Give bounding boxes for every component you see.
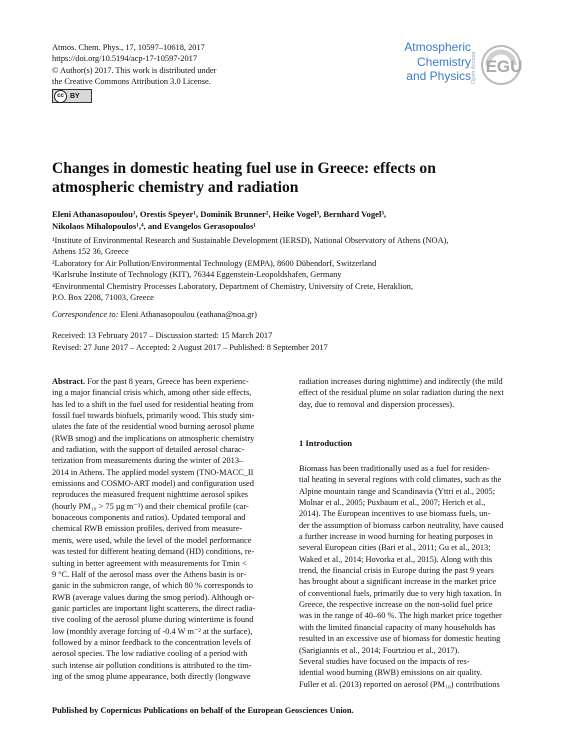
cc-icon: cc — [54, 90, 67, 103]
affiliation-1-cont: Athens 152 36, Greece — [52, 247, 129, 257]
doi-link[interactable]: https://doi.org/10.5194/acp-17-10597-2017 — [52, 54, 198, 64]
text-line: day, due to removal and dispersion processes). — [299, 399, 455, 409]
text-line: Greece, the respective increase on the non-solid fuel price — [299, 600, 493, 610]
text-line: der the assumption of biomass carbon neutrality, have caused — [299, 520, 504, 530]
egu-logo-text: EGU — [485, 57, 523, 76]
text-line: Waked et al., 2014; Hovorka et al., 2015). Along with this — [299, 554, 493, 564]
citation-block — [52, 42, 312, 87]
text-line: such intense air pollution conditions is attributed to the tim- — [52, 660, 252, 670]
text-line: effect of the residual plume on solar radiation during the next — [299, 388, 504, 398]
publication-dates — [52, 330, 328, 354]
journal-name — [385, 40, 471, 84]
text-line: RWB (average values during the smog period). Although or- — [52, 592, 255, 602]
text-line: aerosol species. The low radiative cooling of a period with — [52, 649, 248, 659]
cc-by-label: BY — [70, 92, 80, 100]
dates-published: Revised: 27 June 2017 – Accepted: 2 August 2017 – Published: 8 September 2017 — [52, 343, 328, 352]
text-line: a further increase in wood burning for heating purposes in — [299, 532, 493, 542]
publisher-footer: Published by Copernicus Publications on behalf of the European Geosciences Union. — [52, 706, 354, 715]
text-line: was in the range of 40–60 %. The high market price together — [299, 611, 502, 621]
text-line: (hourly PM₁₀ > 75 µg m⁻³) and their chemical profile (car- — [52, 501, 249, 511]
text-line: ulates the fate of the residential wood burning aerosol plume — [52, 422, 255, 432]
journal-line-3: and Physics — [406, 69, 471, 83]
text-line: of conventional fuels, primarily due to very high taxation. In — [299, 588, 502, 598]
text-line: tive cooling of the aerosol plume during wintertime is found — [52, 615, 254, 625]
authors-line-1: Eleni Athanasopoulou¹, Orestis Speyer¹, Dominik Brunner², Heike Vogel³, Bernhard Vogel³, — [52, 209, 387, 219]
text-line: emissions and COSMO-ART model) and configuration used — [52, 479, 254, 489]
text-line: resulted in an excessive use of biomass for domestic heating — [299, 634, 501, 644]
affiliation-2: ²Laboratory for Air Pollution/Environmental Technology (EMPA), 8600 Dübendorf, Switzerland — [52, 258, 377, 268]
paper-title — [52, 159, 522, 197]
affiliations — [52, 235, 522, 303]
text-line: idential wood burning (RWB) emissions on air quality. — [299, 668, 482, 678]
text-line: (Sarigiannis et al., 2014; Fourtziou et al., 2017). — [299, 645, 460, 655]
copyright: © Author(s) 2017. This work is distributed under — [52, 65, 217, 75]
text-line: tial heating in several regions with cold climates, such as the — [299, 475, 502, 485]
section-title: 1 Introduction — [299, 438, 353, 448]
text-line: has brought about a significant increase in the market price — [299, 577, 497, 587]
text-line: Several studies have focused on the impacts of res- — [299, 656, 470, 666]
text-line: radiation increases during nighttime) and indirectly (the mild — [299, 377, 503, 386]
license: the Creative Commons Attribution 3.0 License. — [52, 76, 211, 86]
text-line: Abstract. For the past 8 years, Greece has been experienc- — [52, 377, 249, 386]
text-line: Biomass has been traditionally used as a fuel for residen- — [299, 464, 490, 473]
text-line: ing of the smog plume appearance, both directly (longwave — [52, 671, 251, 681]
text-line: ments, were used, while the level of the model performance — [52, 535, 252, 545]
text-line: fossil fuel towards biofuels, primarily wood. This study sim- — [52, 411, 255, 421]
affiliation-1: ¹Institute of Environmental Research and Sustainable Development (IERSD), National Observatory of Athens (NOA), — [52, 236, 449, 245]
abstract-continuation — [299, 376, 521, 410]
introduction-text — [299, 463, 521, 690]
text-line: Alpine mountain range and Scandinavia (Yttri et al., 2005; — [299, 486, 496, 496]
text-line: and radiation, with the support of detailed aerosol charac- — [52, 445, 245, 455]
affiliation-3: ³Karlsruhe Institute of Technology (KIT), 76344 Eggenstein-Leopoldshafen, Germany — [52, 270, 342, 280]
text-line: ganic in the submicron range, of which 80 % corresponds to — [52, 581, 253, 591]
text-line: trend, the financial crisis in Europe during the past 9 years — [299, 566, 494, 576]
correspondence — [52, 309, 257, 320]
text-line: low (monthly average forcing of -0.4 W m⁻² at the surface), — [52, 626, 253, 636]
author-list — [52, 208, 522, 232]
correspondence-label: Correspondence to: — [52, 310, 119, 319]
affiliation-4-cont: P.O. Box 2208, 71003, Greece — [52, 293, 154, 303]
text-line: chemical RWB emission profiles, derived from measure- — [52, 524, 243, 534]
text-line: several European cities (Bari et al., 2011; Gu et al., 2013; — [299, 543, 491, 553]
text-line: Molnar et al., 2005; Puxbaum et al., 2007; Herich et al., — [299, 498, 486, 508]
abstract — [52, 376, 274, 682]
affiliation-4: ⁴Environmental Chemistry Processes Laboratory, Department of Chemistry, University of Crete, Heraklion, — [52, 281, 413, 291]
dates-received: Received: 13 February 2017 – Discussion started: 15 March 2017 — [52, 331, 273, 340]
text-line: sulting in better agreement with measurements for Tmin < — [52, 558, 247, 568]
text-line: with the limited financial capacity of many households has — [299, 622, 496, 632]
text-line: 2014). The European incentives to use biomass fuels, un- — [299, 509, 491, 519]
correspondence-email[interactable]: Eleni Athanasopoulou (eathana@noa.gr) — [120, 310, 257, 319]
text-line: was tested for different heating demand (HD) conditions, re- — [52, 547, 255, 557]
text-line: 2014 in Athens. The applied model system (TNO-MACC_II — [52, 467, 254, 477]
text-line: bonaceous components and ratios). Updated temporal and — [52, 513, 246, 523]
text-line: followed by a minor feedback to the concentration levels of — [52, 637, 252, 647]
open-access-label: Open Access — [471, 51, 477, 84]
egu-logo-icon — [480, 44, 528, 86]
text-line: Fuller et al. (2013) reported on aerosol (PM₁₀) contributions — [299, 679, 500, 689]
text-line: has led to a shift in the fuel used for residential heating from — [52, 399, 254, 409]
citation: Atmos. Chem. Phys., 17, 10597–10618, 2017 — [52, 43, 205, 52]
abstract-label: Abstract. — [52, 377, 86, 386]
title-line-1: Changes in domestic heating fuel use in Greece: effects on — [52, 160, 436, 177]
text-line: 9 °C. Half of the aerosol mass over the Athens basin is or- — [52, 569, 246, 579]
journal-line-1: Atmospheric — [404, 40, 471, 54]
text-line: (RWB smog) and the implications on atmospheric chemistry — [52, 433, 255, 443]
authors-line-2: Nikolaos Mihalopoulos¹,⁴, and Evangelos Gerasopoulos¹ — [52, 221, 256, 231]
text-line: ganic particles are important light scatterers, the direct radia- — [52, 603, 256, 613]
title-line-2: atmospheric chemistry and radiation — [52, 179, 299, 196]
text-line: ing a major financial crisis which, among other side effects, — [52, 388, 252, 398]
journal-line-2: Chemistry — [416, 54, 471, 69]
text-line: reproduces the measured frequent nighttime aerosol spikes — [52, 490, 249, 500]
cc-license-badge[interactable] — [52, 89, 92, 103]
text-line: terization from measurements during the winter of 2013– — [52, 456, 244, 466]
